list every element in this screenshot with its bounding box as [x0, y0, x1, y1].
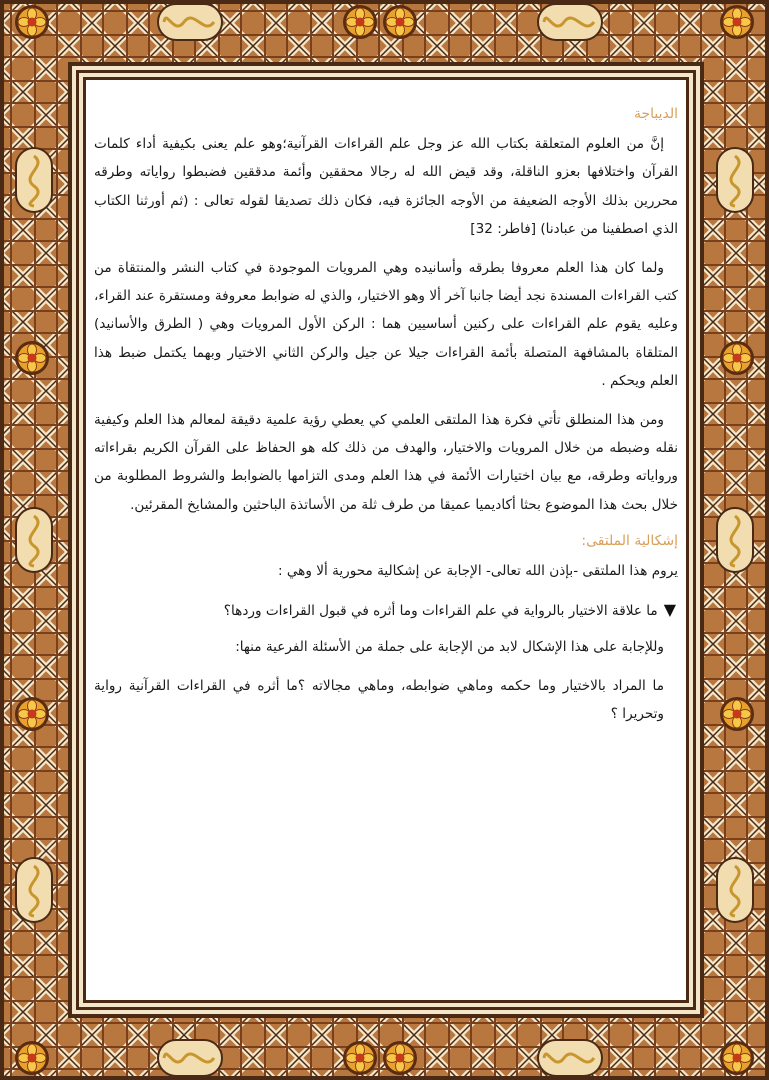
paragraph-sub-questions-intro: وللإجابة على هذا الإشكال لابد من الإجابة على جملة من الأسئلة الفرعية منها: [235, 639, 664, 656]
paragraph-introduction: إنَّ من العلوم المتعلقة بكتاب الله عز وجل علم القراءات القرآنية؛وهو علم يعنى بكيفية أداء كلمات القرآن واختلافها بعزو الناقلة، وقد قيض الله له رجالا محققين وأئمة مدققين فضبطوا رواياته وطرقه محررين بذلك الأوجه الضعيفة من الأوجه الجائزة فيه، فكان ذلك تصديقا لقوله تعالى : (ثم أورثنا الكتاب الذي اصطفينا من عبادنا) [فاطر: 32] [94, 136, 678, 238]
heading-problem: إشكالية الملتقى: [581, 533, 678, 550]
sub-questions: ما المراد بالاختيار وما حكمه وماهي ضوابطه، وماهي مجالاته ؟ما أثره في القراءات القرآنية رواية وتحريرا ؟ [94, 677, 664, 722]
paragraph-purpose: ومن هذا المنطلق تأتي فكرة هذا الملتقى العلمي كي يعطي رؤية علمية دقيقة لمعالم هذا العلم وكيفية نقله وضبطه من خلال المرويات والاختيار، والهدف من ذلك كله هو الحفاظ على القرآن الكريم بقراءاته ورواياته وطرقه، مع بيان اختيارات الأئمة في هذا العلم ومدى التزامها بالضوابط والشروط المطلوبة من خلال بحث هذا الموضوع بحثا أكاديميا عميقا من طرف ثلة من الأساتذة الباحثين والمشايخ المقرئين. [94, 411, 678, 513]
paragraph-pillars: ولما كان هذا العلم معروفا بطرقه وأسانيده وهي المرويات الموجودة في كتاب النشر والمنتقاة من كتب القراءات المسندة نجد أيضا جانبا آخر ألا وهو الاختيار، والذي له ضوابط معروفة ومستقرة عند القراء، وعليه يقوم علم القراءات على ركنين أساسيين هما : الركن الأول المرويات وهي ( الطرق والأسانيد) المتلقاة بالمشافهة المتصلة بأئمة القراءات جيلا عن جيل والركن الثاني الاختيار وبهما يكتمل ضبط هذا العلم ويحكم . [94, 259, 678, 390]
heading-preamble: الديباجة [633, 106, 678, 122]
main-question [94, 596, 678, 625]
triangle-bullet-icon: ▼ [663, 599, 676, 619]
problem-intro: يروم هذا الملتقى -بإذن الله تعالى- الإجابة عن إشكالية محورية ألا وهي : [277, 563, 678, 580]
document-content [94, 102, 678, 990]
main-question-text: ما علاقة الاختيار بالرواية في علم القراءات وما أثره في قبول القراءات وردها؟ [223, 602, 658, 619]
document-page [86, 80, 686, 1000]
